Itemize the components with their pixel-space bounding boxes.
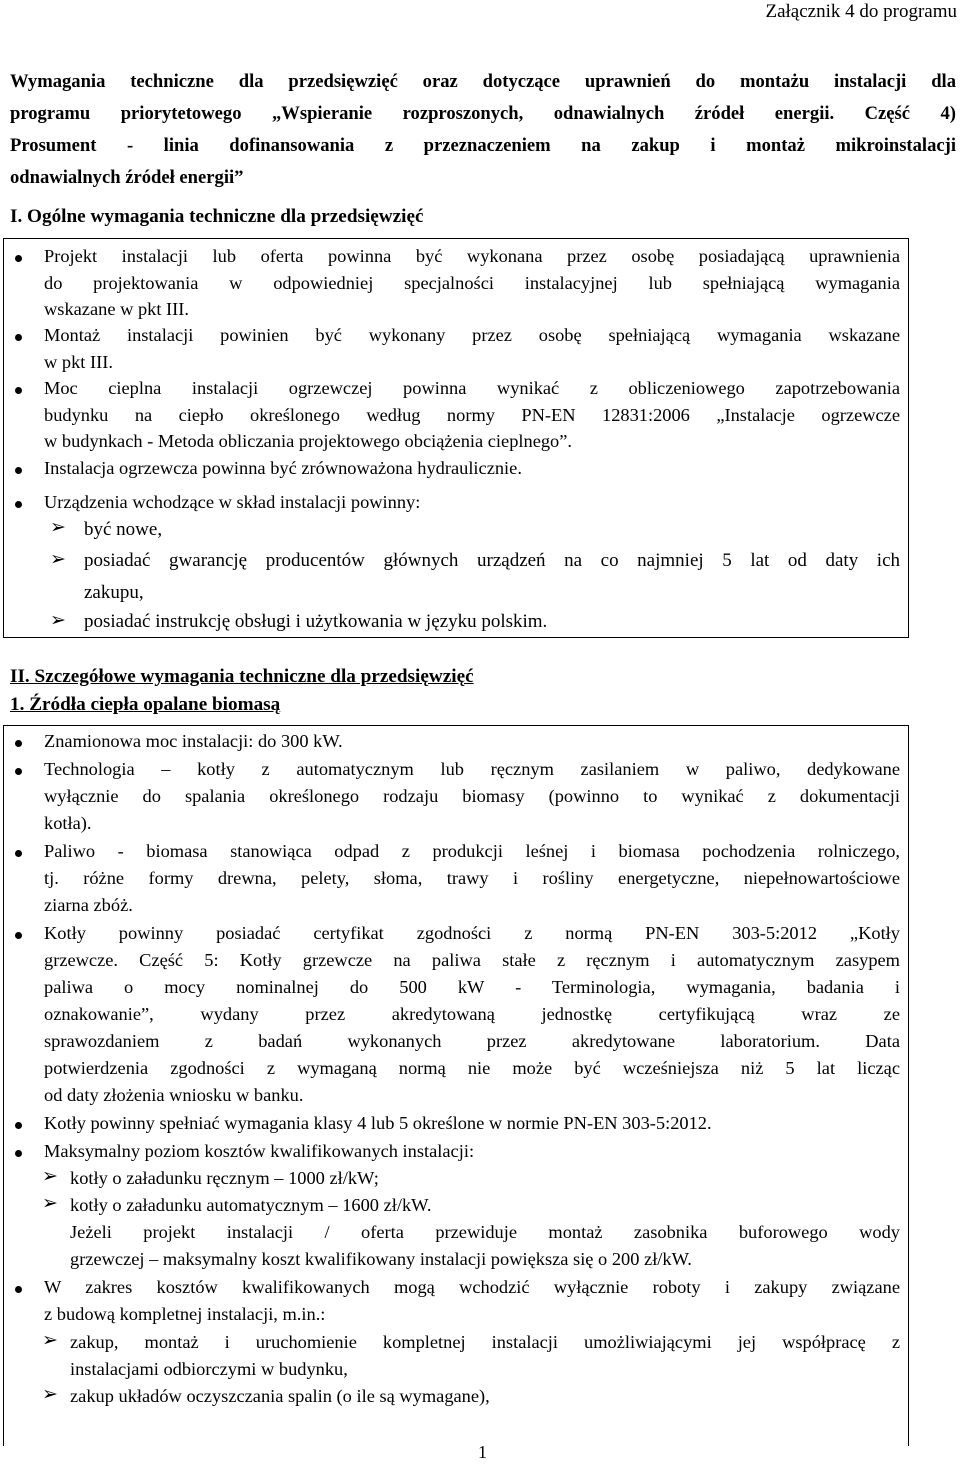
list-item: Maksymalny poziom kosztów kwalifikowanych instalacji: (44, 1141, 475, 1161)
sub-list-item: posiadać instrukcję obsługi i użytkowania w języku polskim. (84, 611, 548, 632)
section-2-box (3, 725, 909, 1446)
sub-list-item: zakup układów oczyszczania spalin (o ile są wymagane), (70, 1386, 490, 1406)
subsection-heading: 1. Źródła ciepła opalane biomasą (10, 694, 281, 715)
title-line: Wymagania techniczne dla przedsięwzięć oraz dotyczące uprawnień do montażu instalacji dla (10, 71, 956, 92)
annex-label: Załącznik 4 do programu (765, 1, 957, 22)
list-item: Projekt instalacji lub oferta powinna być wykonana przez osobę posiadającą uprawnienia do projektowania w odpowiedniej specjalności instalacyjnej lub spełniającą wymagania wskazane w pkt III. (44, 246, 900, 319)
sub-list-item: być nowe, (84, 519, 163, 540)
arrow-bullet-icon: ➢ (42, 1166, 58, 1187)
sub-list-item: zakup, montaż i uruchomienie kompletnej instalacji umożliwiającymi jej współpracę z instalacjami odbiorczymi w budynku, (70, 1332, 900, 1379)
sub-list-note: Jeżeli projekt instalacji / oferta przewiduje montaż zasobnika buforowego wody grzewczej – maksymalny koszt kwalifikowany instalacji powiększa się o 200 zł/kW. (70, 1222, 900, 1269)
arrow-bullet-icon: ➢ (42, 1384, 58, 1405)
arrow-bullet-icon: ➢ (42, 1193, 58, 1214)
list-item: Instalacja ogrzewcza powinna być zrównoważona hydraulicznie. (44, 458, 522, 478)
section-1-box (3, 238, 909, 638)
list-item: Kotły powinny spełniać wymagania klasy 4 lub 5 określone w normie PN-EN 303-5:2012. (44, 1113, 712, 1133)
sub-list-item: kotły o załadunku automatycznym – 1600 zł/kW. (70, 1195, 432, 1215)
list-item: Technologia – kotły z automatycznym lub ręcznym zasilaniem w paliwo, dedykowane wyłącznie do spalania określonego rodzaju biomasy (powinno to wynikać z dokumentacji kotła). (44, 759, 900, 833)
sub-list-item: posiadać gwarancję producentów głównych urządzeń na co najmniej 5 lat od daty ich zakupu, (84, 550, 900, 603)
list-item: Kotły powinny posiadać certyfikat zgodności z normą PN-EN 303-5:2012 „Kotły grzewcze. Część 5: Kotły grzewcze na paliwa stałe z ręcznym i automatycznym zasypem paliwa o mocy nominalnej do 500 kW - Terminologia, wymagania, badania i oznakowanie”, wydany przez akredytowaną jednostkę certyfikującą wraz ze sprawozdaniem z badań wykonanych przez akredytowane laboratorium. Data potwierdzenia zgodności z wymaganą normą nie może być wcześniejsza niż 5 lat licząc od daty złożenia wniosku w banku. (44, 923, 900, 1105)
section-2-heading: II. Szczegółowe wymagania techniczne dla przedsięwzięć (10, 666, 474, 687)
section-1-heading: I. Ogólne wymagania techniczne dla przedsięwzięć (10, 206, 424, 227)
arrow-bullet-icon: ➢ (50, 517, 66, 538)
page-number: 1 (478, 1442, 487, 1462)
list-item: Montaż instalacji powinien być wykonany przez osobę spełniającą wymagania wskazane w pkt III. (44, 325, 900, 372)
arrow-bullet-icon: ➢ (42, 1330, 58, 1351)
arrow-bullet-icon: ➢ (50, 549, 66, 570)
list-item: Moc cieplna instalacji ogrzewczej powinna wynikać z obliczeniowego zapotrzebowania budynku na ciepło określonego według normy PN-EN 12831:2006 „Instalacje ogrzewcze w budynkach - Metoda obliczania projektowego obciążenia cieplnego”. (44, 378, 900, 451)
list-item: W zakres kosztów kwalifikowanych mogą wchodzić wyłącznie roboty i zakupy związane z budową kompletnej instalacji, m.in.: (44, 1277, 900, 1324)
sub-list-item: kotły o załadunku ręcznym – 1000 zł/kW; (70, 1168, 379, 1188)
list-item: Znamionowa moc instalacji: do 300 kW. (44, 731, 343, 751)
list-item: Urządzenia wchodzące w skład instalacji powinny: (44, 492, 421, 512)
document-title (10, 66, 956, 194)
title-line: odnawialnych źródeł energii” (10, 167, 244, 188)
title-line: programu priorytetowego „Wspieranie rozproszonych, odnawialnych źródeł energii. Część 4) (10, 103, 956, 124)
arrow-bullet-icon: ➢ (50, 610, 66, 631)
list-item: Paliwo - biomasa stanowiąca odpad z produkcji leśnej i biomasa pochodzenia rolniczego, tj. różne formy drewna, pelety, słoma, trawy i rośliny energetyczne, niepełnowartościowe ziarna zbóż. (44, 841, 900, 915)
title-line: Prosument - linia dofinansowania z przeznaczeniem na zakup i montaż mikroinstalacji (10, 135, 956, 156)
